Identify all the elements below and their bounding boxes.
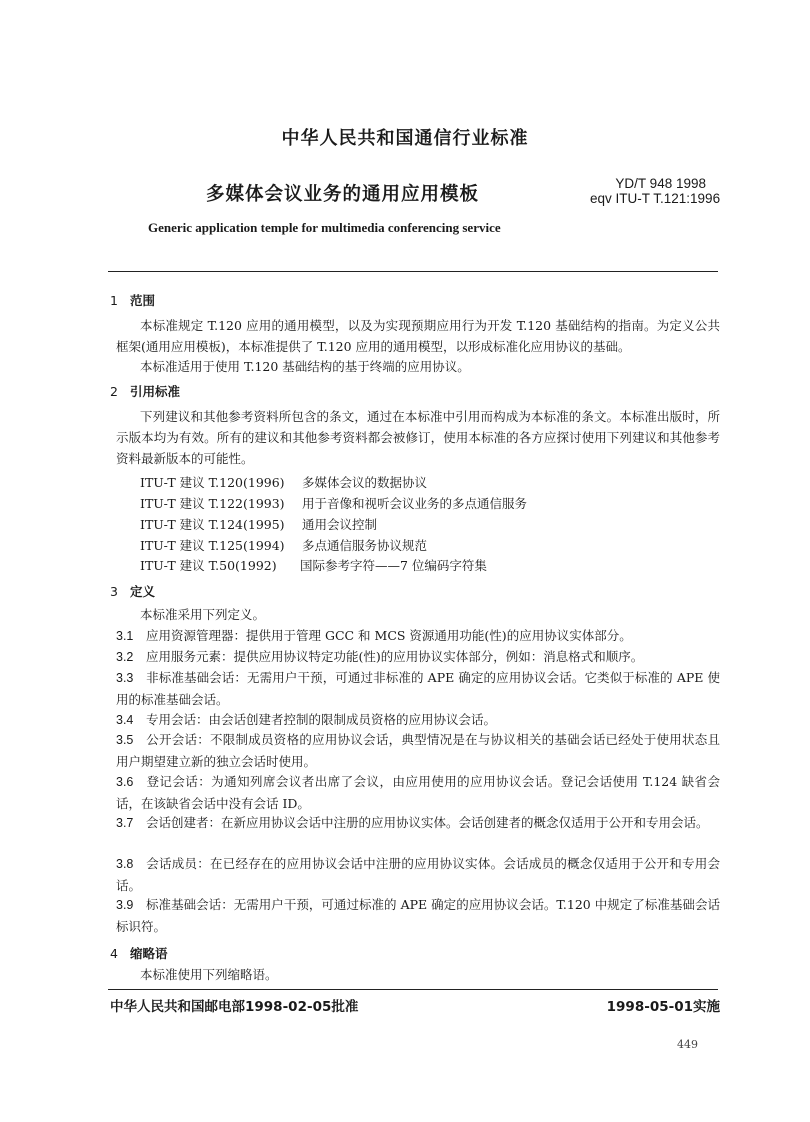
reference-description: 国际参考字符——7 位编码字符集 — [300, 558, 487, 573]
reference-item — [140, 556, 487, 574]
definition-item — [116, 646, 720, 668]
section-4-heading — [110, 944, 168, 962]
section-number: 1 — [110, 293, 118, 308]
section-3-intro: 本标准采用下列定义。 — [140, 607, 266, 622]
definition-item — [116, 853, 720, 896]
header-divider — [108, 271, 718, 272]
definition-text: 非标准基础会话：无需用户干预，可通过非标准的 APE 确定的应用协议会话。它类似于标准的 APE 使用的标准基础会话。 — [116, 670, 720, 707]
definition-number: 3.9 — [116, 898, 134, 912]
definition-item — [116, 771, 720, 814]
page-number: 449 — [677, 1038, 698, 1051]
definition-number: 3.8 — [116, 857, 134, 871]
reference-description: 通用会议控制 — [302, 517, 378, 532]
definition-item — [116, 709, 720, 731]
section-2-heading — [110, 382, 180, 400]
definition-item — [116, 667, 720, 710]
definition-text: 公开会话：不限制成员资格的应用协议会话，典型情况是在与协议相关的基础会话已经处于使用状态且用户期望建立新的独立会话时使用。 — [116, 732, 720, 769]
standard-code-primary: YD/T 948 1998 — [615, 176, 706, 191]
section-1-paragraph-1: 本标准规定 T.120 应用的通用模型，以及为实现预期应用行为开发 T.120 基础结构的指南。为定义公共框架(通用应用模板)，本标准提供了 T.120 应用的通用模型，以形成标准化应用协议的基础。 — [116, 318, 720, 354]
section-number: 4 — [110, 946, 118, 961]
document-title: 多媒体会议业务的通用应用模板 — [206, 184, 480, 205]
definition-number: 3.2 — [116, 650, 134, 664]
definition-number: 3.4 — [116, 713, 134, 727]
reference-code: ITU-T 建议 T.122(1993) — [140, 496, 285, 511]
definition-item — [116, 729, 720, 772]
definition-text: 专用会话：由会话创建者控制的限制成员资格的应用协议会话。 — [146, 712, 497, 727]
section-title: 引用标准 — [130, 384, 181, 399]
effective-date: 1998-05-01实施 — [606, 999, 720, 1015]
reference-description: 用于音像和视听会议业务的多点通信服务 — [302, 496, 528, 511]
reference-item — [140, 473, 427, 491]
definition-number: 3.5 — [116, 733, 134, 747]
section-number: 3 — [110, 584, 118, 599]
reference-code: ITU-T 建议 T.125(1994) — [140, 538, 285, 553]
definition-item — [116, 625, 720, 647]
section-title: 缩略语 — [130, 946, 168, 961]
section-title: 定义 — [130, 584, 156, 599]
standard-category-title: 中华人民共和国通信行业标准 — [281, 128, 529, 149]
reference-item — [140, 536, 427, 554]
section-3-heading — [110, 582, 155, 600]
definition-text: 会话成员：在已经存在的应用协议会话中注册的应用协议实体。会话成员的概念仅适用于公开和专用会话。 — [116, 856, 720, 893]
section-number: 2 — [110, 384, 118, 399]
reference-code: ITU-T 建议 T.120(1996) — [140, 475, 285, 490]
definition-item — [116, 894, 720, 937]
definition-text: 应用服务元素：提供应用协议特定功能(性)的应用协议实体部分，例如：消息格式和顺序。 — [146, 649, 644, 664]
section-2-paragraph-1: 下列建议和其他参考资料所包含的条文，通过在本标准中引用而构成为本标准的条文。本标准出版时，所示版本均为有效。所有的建议和其他参考资料都会被修订，使用本标准的各方应探讨使用下列建议和其他参考资料最新版本的可能性。 — [116, 409, 720, 466]
reference-description: 多点通信服务协议规范 — [302, 538, 428, 553]
reference-code: ITU-T 建议 T.50(1992) — [140, 558, 277, 573]
section-1-heading — [110, 291, 155, 309]
definition-number: 3.1 — [116, 629, 134, 643]
reference-description: 多媒体会议的数据协议 — [302, 475, 428, 490]
definition-text: 会话创建者：在新应用协议会话中注册的应用协议实体。会话创建者的概念仅适用于公开和专用会话。 — [146, 815, 709, 830]
english-title: Generic application temple for multimedia conferencing service — [148, 220, 501, 235]
reference-code: ITU-T 建议 T.124(1995) — [140, 517, 285, 532]
definition-item — [116, 812, 720, 834]
definition-text: 登记会话：为通知列席会议者出席了会议，由应用使用的应用协议会话。登记会话使用 T.124 缺省会话，在该缺省会话中没有会话 ID。 — [116, 774, 720, 811]
approval-statement: 中华人民共和国邮电部1998-02-05批准 — [110, 999, 359, 1015]
definition-number: 3.6 — [116, 775, 134, 789]
standard-code — [590, 176, 721, 206]
definition-text: 标准基础会话：无需用户干预，可通过标准的 APE 确定的应用协议会话。T.120 中规定了标准基础会话标识符。 — [116, 897, 720, 934]
standard-code-equivalent: eqv ITU-T T.121:1996 — [590, 191, 721, 206]
reference-item — [140, 494, 527, 512]
section-4-paragraph-1: 本标准使用下列缩略语。 — [140, 967, 278, 982]
footer-divider — [108, 989, 718, 990]
reference-item — [140, 515, 377, 533]
section-1-paragraph-2: 本标准适用于使用 T.120 基础结构的基于终端的应用协议。 — [140, 359, 470, 374]
definition-number: 3.7 — [116, 816, 134, 830]
section-title: 范围 — [130, 293, 156, 308]
definition-number: 3.3 — [116, 671, 134, 685]
definition-text: 应用资源管理器：提供用于管理 GCC 和 MCS 资源通用功能(性)的应用协议实体部分。 — [146, 628, 632, 643]
